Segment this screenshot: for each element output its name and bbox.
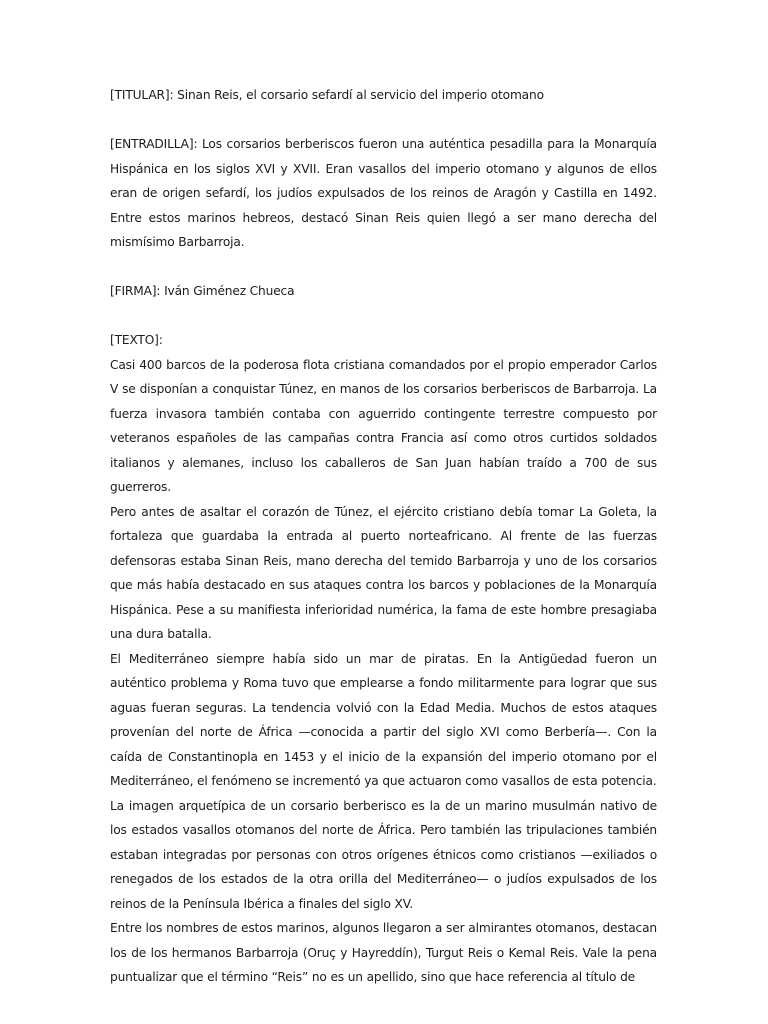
lead-paragraph	[110, 132, 657, 255]
byline-text: [FIRMA]: Iván Giménez Chueca	[110, 284, 295, 298]
body-paragraph: El Mediterráneo siempre había sido un mar de piratas. En la Antigüedad fueron un auténtico problema y Roma tuvo que emplearse a fondo militarmente para lograr que sus aguas fueran seguras. La tendencia volvió con la Edad Media. Muchos de estos ataques provenían del norte de África —conocida a partir del siglo XVI como Berbería—. Con la caída de Constantinopla en 1453 y el inicio de la expansión del imperio otomano por el Mediterráneo, el fenómeno se incrementó ya que actuaron como vasallos de esta potencia.	[110, 651, 657, 788]
body-paragraph: Casi 400 barcos de la poderosa flota cristiana comandados por el propio emperador Carlos V se disponían a conquistar Túnez, en manos de los corsarios berberiscos de Barbarroja. La fuerza invasora también contaba con aguerrido contingente terrestre compuesto por veteranos españoles de las campañas contra Francia así como otros curtidos soldados italianos y alemanes, incluso los caballeros de San Juan habían traído a 700 de sus guerreros.	[110, 357, 657, 494]
headline	[110, 83, 657, 108]
body-paragraph: La imagen arquetípica de un corsario berberisco es la de un marino musulmán nativo de los estados vasallos otomanos del norte de África. Pero también las tripulaciones también estaban integradas por personas con otros orígenes étnicos como cristianos —exiliados o renegados de los estados de la otra orilla del Mediterráneo— o judíos expulsados de los reinos de la Península Ibérica a finales del siglo XV.	[110, 798, 657, 911]
lead-text: [ENTRADILLA]: Los corsarios berberiscos fueron una auténtica pesadilla para la Monarquía Hispánica en los siglos XVI y XVII. Eran vasallos del imperio otomano y algunos de ellos eran de origen sefardí, los judíos expulsados de los reinos de Aragón y Castilla en 1492. Entre estos marinos hebreos, destacó Sinan Reis quien llegó a ser mano derecha del mismísimo Barbarroja.	[110, 137, 657, 249]
body-text	[110, 328, 657, 990]
byline	[110, 279, 657, 304]
headline-text: [TITULAR]: Sinan Reis, el corsario sefardí al servicio del imperio otomano	[110, 88, 544, 102]
body-label: [TEXTO]:	[110, 333, 163, 347]
body-paragraph: Entre los nombres de estos marinos, algunos llegaron a ser almirantes otomanos, destacan los de los hermanos Barbarroja (Oruç y Hayreddín), Turgut Reis o Kemal Reis. Vale la pena puntualizar que el término “Reis” no es un apellido, sino que hace referencia al título de	[110, 921, 657, 984]
body-paragraph: Pero antes de asaltar el corazón de Túnez, el ejército cristiano debía tomar La Goleta, la fortaleza que guardaba la entrada al puerto norteafricano. Al frente de las fuerzas defensoras estaba Sinan Reis, mano derecha del temido Barbarroja y uno de los corsarios que más había destacado en sus ataques contra los barcos y poblaciones de la Monarquía Hispánica. Pese a su manifiesta inferioridad numérica, la fama de este hombre presagiaba una dura batalla.	[110, 504, 657, 641]
